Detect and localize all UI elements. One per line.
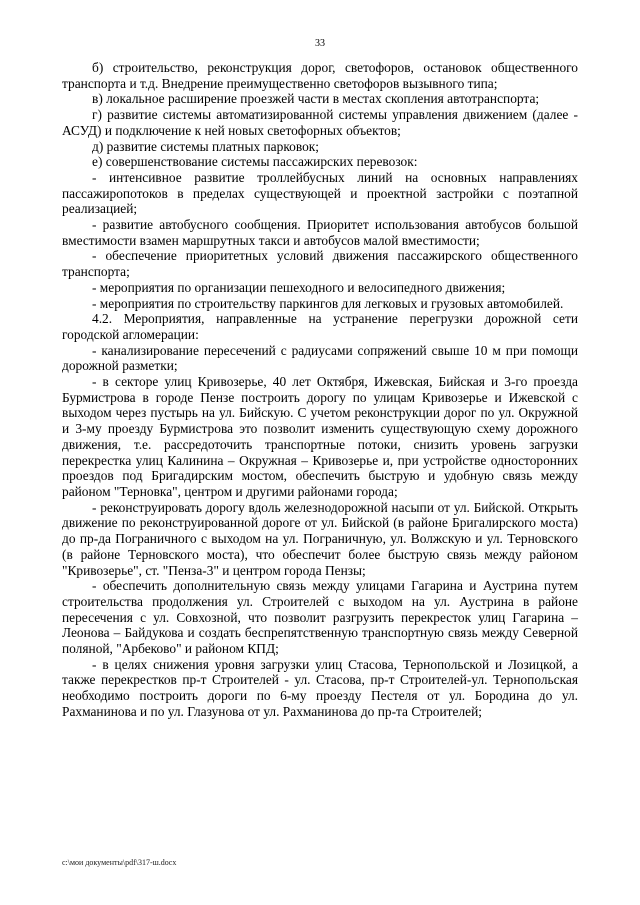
paragraph: е) совершенствование системы пассажирских перевозок: xyxy=(92,154,418,170)
footer-file-path: c:\мои документы\pdf\317-ш.docx xyxy=(62,858,177,867)
paragraph: - в секторе улиц Кривозерье, 40 лет Октября, Ижевская, Бийская и 3-го проезда Бурмистрова в городе Пензе построить дорогу по улицам Кривозерье и Ижевской с выходом через пустырь на ул. Бийскую. С учетом реконструкции дорог по ул. Окружной и 3-му проезду Бурмистрова это позволит изменить существующую схему дорожного движения, т.е. рассредоточить транспортные потоки, снизить уровень загрузки перекрестка улиц Калинина – Окружная – Кривозерье и, при устройстве односторонних проездов под Бригадирским мостом, обеспечить быструю и удобную связь между районом "Терновка", центром и другими районами города; xyxy=(62,374,578,499)
paragraph: г) развитие системы автоматизированной системы управления движением (далее - АСУД) и подключение к ней новых светофорных объектов; xyxy=(62,107,578,138)
paragraph: - мероприятия по строительству паркингов для легковых и грузовых автомобилей. xyxy=(92,295,564,311)
document-body xyxy=(62,60,578,720)
paragraph: - обеспечение приоритетных условий движения пассажирского общественного транспорта; xyxy=(62,248,578,280)
paragraph: - развитие автобусного сообщения. Приоритет использования автобусов большой вместимости взамен маршрутных такси и автобусов малой вместимости; xyxy=(62,217,578,248)
paragraph: - мероприятия по организации пешеходного и велосипедного движения; xyxy=(92,279,506,295)
paragraph: б) строительство, реконструкция дорог, светофоров, остановок общественного транспорта и т.д. Внедрение преимущественно светофоров вызывного типа; xyxy=(62,60,578,91)
paragraph: - канализирование пересечений с радиусами сопряжений свыше 10 м при помощи дорожной разметки; xyxy=(62,342,578,374)
paragraph: - реконструировать дорогу вдоль железнодорожной насыпи от ул. Бийской. Открыть движение по реконструированной дороге от ул. Бийской (в районе Бригалирского моста) до пр-да Пограничного с выходом на ул. Пограничную, ул. Волжскую и ул. Терновского (в районе Терновского моста), что обеспечит более быструю связь между районом "Кривозерье", ст. "Пенза-3" и центром города Пензы; xyxy=(62,499,578,578)
paragraph: в) локальное расширение проезжей части в местах скопления автотранспорта; xyxy=(92,91,540,107)
page-number: 33 xyxy=(315,38,325,49)
paragraph: - в целях снижения уровня загрузки улиц Стасова, Тернопольской и Лозицкой, а также перекрестков пр-т Строителей - ул. Стасова, пр-т Строителей-ул. Тернопольская необходимо построить дороги по 6-му проезду Пестеля от ул. Бородина до ул. Рахманинова и по ул. Глазунова от ул. Рахманинова до пр-та Строителей; xyxy=(62,656,578,719)
paragraph: - интенсивное развитие троллейбусных линий на основных направлениях пассажиропотоков в пределах существующей и проектной застройки с поэтапной реализацией; xyxy=(62,169,578,217)
paragraph: д) развитие системы платных парковок; xyxy=(92,138,319,154)
paragraph: - обеспечить дополнительную связь между улицами Гагарина и Аустрина путем строительства продолжения ул. Строителей с выходом на ул. Аустрина в районе пересечения с ул. Совхозной, что позволит разгрузить перекресток улиц Гагарина – Леонова – Байдукова и создать беспрепятственную транспортную связь между Северной поляной, "Арбеково" и районом КПД; xyxy=(62,578,578,657)
paragraph: 4.2. Мероприятия, направленные на устранение перегрузки дорожной сети городской агломерации: xyxy=(62,311,578,342)
